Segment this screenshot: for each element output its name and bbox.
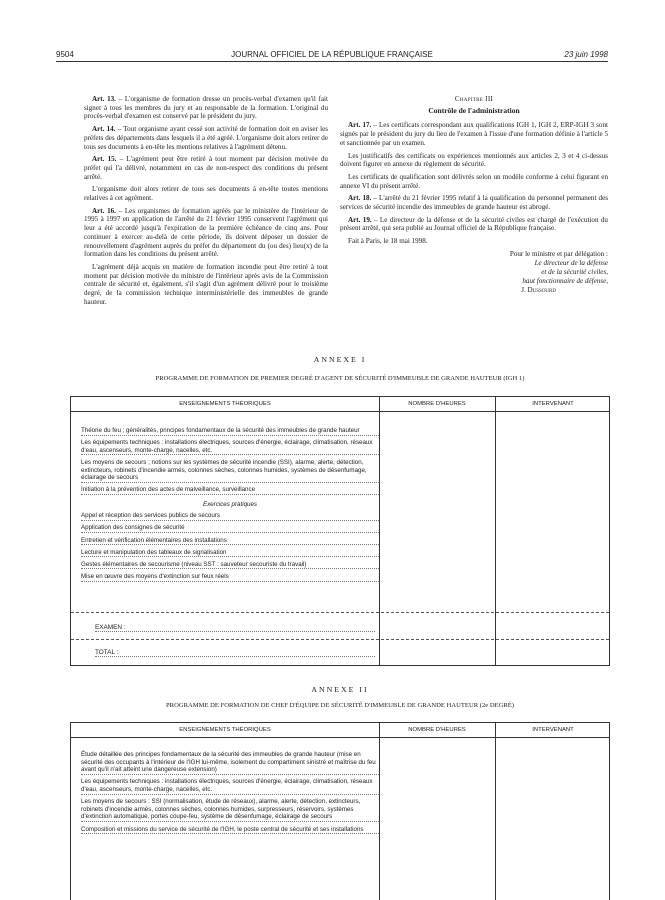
article-label: Art. 16.	[92, 206, 116, 215]
exam-label: EXAMEN :	[95, 624, 375, 632]
page-number: 9504	[56, 50, 74, 59]
signature-block	[340, 250, 608, 295]
signature-line: et de la sécurité civiles,	[541, 267, 608, 276]
table-row: Gestes élémentaires de secourisme (niveau SST : sauveteur secouriste du travail)	[81, 561, 379, 570]
table-row: Application des consignes de sécurité	[81, 524, 379, 533]
article-text: – L'arrêté du 21 février 1995 relatif à la qualification du personnel permanent des services de sécurité incendie des immeubles de grande hauteur est abrogé.	[340, 194, 608, 212]
table-row: Théorie du feu ; généralités, principes fondamentaux de la sécurité des immeubles de grande hauteur	[81, 427, 379, 436]
article-label: Art. 19.	[348, 215, 372, 224]
signature-line: Le directeur de la défense	[534, 258, 608, 267]
article-label: Art. 14.	[92, 125, 116, 134]
article-text: – L'organisme de formation dresse un procès-verbal d'examen qu'il fait signer à tous les membres du jury et au responsable de la formation. L'original du procès-verbal d'examen est conservé par le président du jury.	[84, 95, 328, 121]
table-row: Lecture et manipulation des tableaux de signalisation	[81, 549, 379, 558]
table-row: Initiation à la prévention des actes de malveillance, surveillance	[81, 486, 379, 495]
annex-2-rows	[81, 751, 379, 838]
column-header: NOMBRE D'HEURES	[408, 727, 466, 733]
practical-heading: Exercices pratiques	[203, 500, 257, 508]
article-label: Art. 15.	[92, 155, 117, 164]
journal-title: JOURNAL OFFICIEL DE LA RÉPUBLIQUE FRANÇAISE	[231, 50, 433, 59]
table-header	[71, 723, 609, 738]
page-header	[56, 50, 608, 62]
table-row: Les équipements techniques : installations électriques, sources d'énergie, éclairage, climatisation, réseaux d'eau, ascenseurs, monte-charge, nacelles, etc.	[81, 439, 379, 455]
article-17-paragraph-3: Les certificats de qualification sont délivrés selon un modèle conforme à celui figurant en annexe VI du présent arrêté.	[340, 172, 608, 190]
issue-date: 23 juin 1998	[564, 50, 608, 59]
annex-2-subtitle: PROGRAMME DE FORMATION DE CHEF D'ÉQUIPE DE SÉCURITÉ D'IMMEUBLE DE GRANDE HAUTEUR (2e DEGRÉ)	[166, 702, 514, 709]
annex-2-heading: ANNEXE II	[311, 685, 369, 694]
chapter-title: Contrôle de l'administration	[428, 105, 520, 115]
table-row: Les moyens de secours ; notions sur les systèmes de sécurité incendie (SSI), alarme, alerte, détection, extincteurs, robinets d'incendie armés, colonnes sèches, colonnes humides, systèmes de désenfumage, éclairage de secours	[81, 459, 379, 483]
article-18	[340, 194, 608, 211]
signature-line: Pour le ministre et par délégation :	[509, 249, 608, 258]
article-13	[84, 95, 328, 121]
left-column	[84, 95, 328, 310]
article-15-paragraph: L'organisme doit alors retirer de tous ses documents à en-tête toutes mentions relatives à cet agrément.	[84, 185, 328, 203]
article-19	[340, 216, 608, 233]
annex-1-subtitle: PROGRAMME DE FORMATION DE PREMIER DEGRÉ D'AGENT DE SÉCURITÉ D'IMMEUBLE DE GRANDE HAUTEUR (IGH 1)	[155, 375, 525, 382]
article-15	[84, 155, 328, 181]
signature-line: haut fonctionnaire de défense,	[522, 276, 608, 285]
table-row: Mise en œuvre des moyens d'extinction sur feux réels	[81, 573, 379, 582]
article-label: Art. 17.	[348, 121, 372, 130]
annex-2-table	[70, 722, 610, 900]
table-row: Étude détaillée des principes fondamentaux de la sécurité des immeubles de grande hauteur (mise en sécurité des occupants à l'intérieur de l'IGH lui-même, isolement du compartiment sinistré et maîtrise du feu avant qu'il n'ait atteint une dangereuse extension)	[81, 751, 379, 775]
article-text: – Tout organisme ayant cessé son activité de formation doit en aviser les préfets des départements dans lesquels il a été agréé. L'organisme doit alors retirer de tous ses documents à en-tête les mentions relatives à l'agrément détenu.	[84, 125, 328, 151]
annex-1-table	[70, 396, 610, 666]
article-17	[340, 121, 608, 147]
signer-name: J. Dussourd	[521, 285, 556, 294]
chapter-number: Chapitre III	[454, 95, 494, 103]
article-label: Art. 18.	[348, 194, 372, 203]
article-16-paragraph: L'agrément déjà acquis en matière de formation incendie peut être retiré à tout moment par décision motivée du ministre de l'intérieur après avis de la Commission centrale de sécurité et, également, s'il s'agit d'un agrément délivré pour le troisième degré, de la commission technique interministérielle des immeubles de grande hauteur.	[84, 262, 328, 306]
table-header	[71, 397, 609, 412]
table-row: Entretien et vérification élémentaires des installations	[81, 537, 379, 546]
article-text: – Les organismes de formation agréés par le ministère de l'intérieur de 1995 à 1997 en application de l'arrêté du 21 février 1995 conservent l'agrément qui leur a été accordé jusqu'à l'expiration de la première échéance de cinq ans. Pour continuer à exercer au-delà de cette période, ils doivent déposer un dossier de renouvellement d'agrément auprès du préfet du département du (ou des) lieu(x) de la formation dans les conditions du présent arrêté.	[84, 206, 328, 259]
article-label: Art. 13.	[92, 95, 116, 103]
table-row: Les moyens de secours : SSI (normalisation, étude de réseaux), alarme, alerte, détection, extincteurs, robinets d'incendie armés, colonnes sèches, colonnes humides, surpresseurs, réservoirs, systèmes d'extinction automatique, portes coupe-feu, système de désenfumage, éclairage de secours	[81, 798, 379, 822]
right-column	[340, 95, 608, 295]
column-header: ENSEIGNEMENTS THÉORIQUES	[179, 401, 271, 407]
table-row: Les équipements techniques : installations électriques, sources d'énergie, éclairage, climatisation, réseaux d'eau, ascenseurs, monte-charge, nacelles, etc.	[81, 778, 379, 794]
table-row: Composition et missions du service de sécurité de l'IGH, le poste central de sécurité et ses installations	[81, 826, 379, 835]
column-header: ENSEIGNEMENTS THÉORIQUES	[179, 727, 271, 733]
column-header: NOMBRE D'HEURES	[408, 401, 466, 407]
article-17-paragraph-2: Les justificatifs des certificats ou expériences mentionnés aux articles 2, 3 et 4 ci-dessus doivent figurer en annexe du règlement de sécurité.	[340, 151, 608, 169]
article-text: – Les certificats correspondant aux qualifications IGH 1, IGH 2, ERP-IGH 3 sont signés par le président du jury du lieu de l'examen à l'issue d'une formation définie à l'article 5 et sanctionnée par un examen.	[340, 121, 608, 147]
column-header: INTERVENANT	[532, 401, 574, 407]
annex-1-heading: ANNEXE I	[313, 355, 367, 364]
article-14	[84, 125, 328, 151]
article-text: – Le directeur de la défense et de la sécurité civiles est chargé de l'exécution du présent arrêté, qui sera publié au Journal officiel de la République française.	[340, 215, 608, 233]
article-text: – L'agrément peut être retiré à tout moment par décision motivée du préfet qui l'a délivré, notamment en cas de non-respect des conditions du présent arrêté.	[84, 155, 328, 181]
place-date: Fait à Paris, le 18 mai 1998.	[348, 237, 428, 246]
article-16	[84, 207, 328, 259]
total-label: TOTAL :	[95, 649, 375, 657]
table-row: Appel et réception des services publics de secours	[81, 512, 379, 521]
annex-1-rows	[81, 427, 379, 585]
column-header: INTERVENANT	[532, 727, 574, 733]
